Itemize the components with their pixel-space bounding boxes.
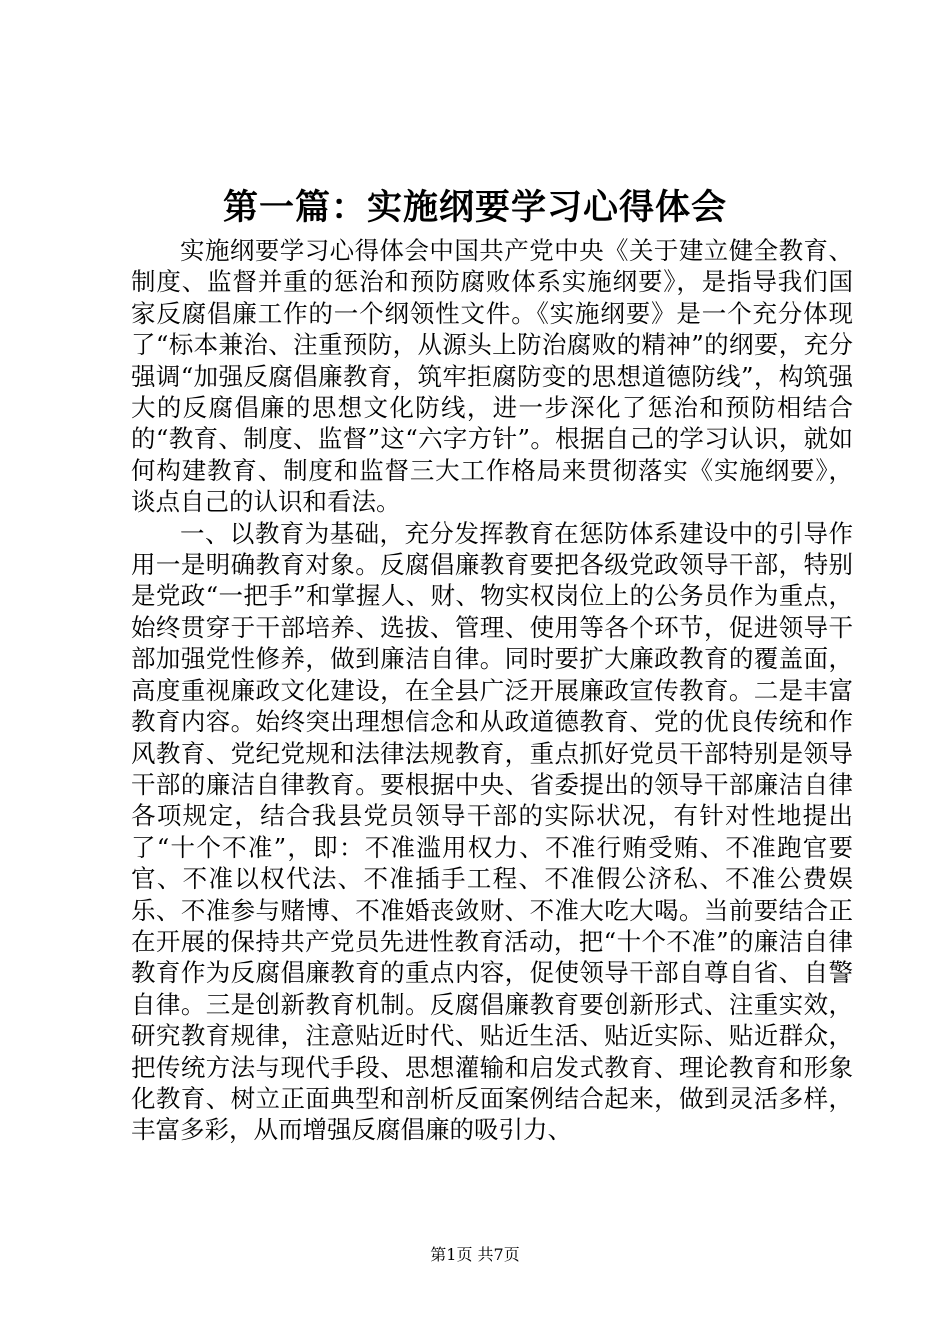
paragraph-section-one: 一、以教育为基础，充分发挥教育在惩防体系建设中的引导作用一是明确教育对象。反腐倡廉教育要把各级党政领导干部，特别是党政“一把手”和掌握人、财、物实权岗位上的公务员作为重点，始终贯穿于干部培养、选拔、管理、使用等各个环节，促进领导干部加强党性修养，做到廉洁自律。同时要扩大廉政教育的覆盖面，高度重视廉政文化建设，在全县广泛开展廉政宣传教育。二是丰富教育内容。始终突出理想信念和从政道德教育、党的优良传统和作风教育、党纪党规和法律法规教育，重点抓好党员干部特别是领导干部的廉洁自律教育。要根据中央、省委提出的领导干部廉洁自律各项规定，结合我县党员领导干部的实际状况，有针对性地提出了“十个不准”，即：不准滥用权力、不准行贿受贿、不准跑官要官、不准以权代法、不准插手工程、不准假公济私、不准公费娱乐、不准参与赌博、不准婚丧敛财、不准大吃大喝。当前要结合正在开展的保持共产党员先进性教育活动，把“十个不准”的廉洁自律教育作为反腐倡廉教育的重点内容，促使领导干部自尊自省、自警自律。三是创新教育机制。反腐倡廉教育要创新形式、注重实效，研究教育规律，注意贴近时代、贴近生活、贴近实际、贴近群众，把传统方法与现代手段、思想灌输和启发式教育、理论教育和形象化教育、树立正面典型和剖析反面案例结合起来，做到灵活多样，丰富多彩，从而增强反腐倡廉的吸引力、: [131, 518, 853, 1145]
document-body: [131, 235, 853, 1146]
document-title: 第一篇：实施纲要学习心得体会: [222, 187, 727, 228]
paragraph-intro: 实施纲要学习心得体会中国共产党中央《关于建立健全教育、制度、监督并重的惩治和预防腐败体系实施纲要》，是指导我们国家反腐倡廉工作的一个纲领性文件。《实施纲要》是一个充分体现了“标本兼治、注重预防，从源头上防治腐败的精神”的纲要，充分强调“加强反腐倡廉教育，筑牢拒腐防变的思想道德防线”，构筑强大的反腐倡廉的思想文化防线，进一步深化了惩治和预防相结合的“教育、制度、监督”这“六字方针”。根据自己的学习认识，就如何构建教育、制度和监督三大工作格局来贯彻落实《实施纲要》，谈点自己的认识和看法。: [131, 236, 853, 517]
page-footer: 第1页 共7页: [430, 1245, 520, 1264]
